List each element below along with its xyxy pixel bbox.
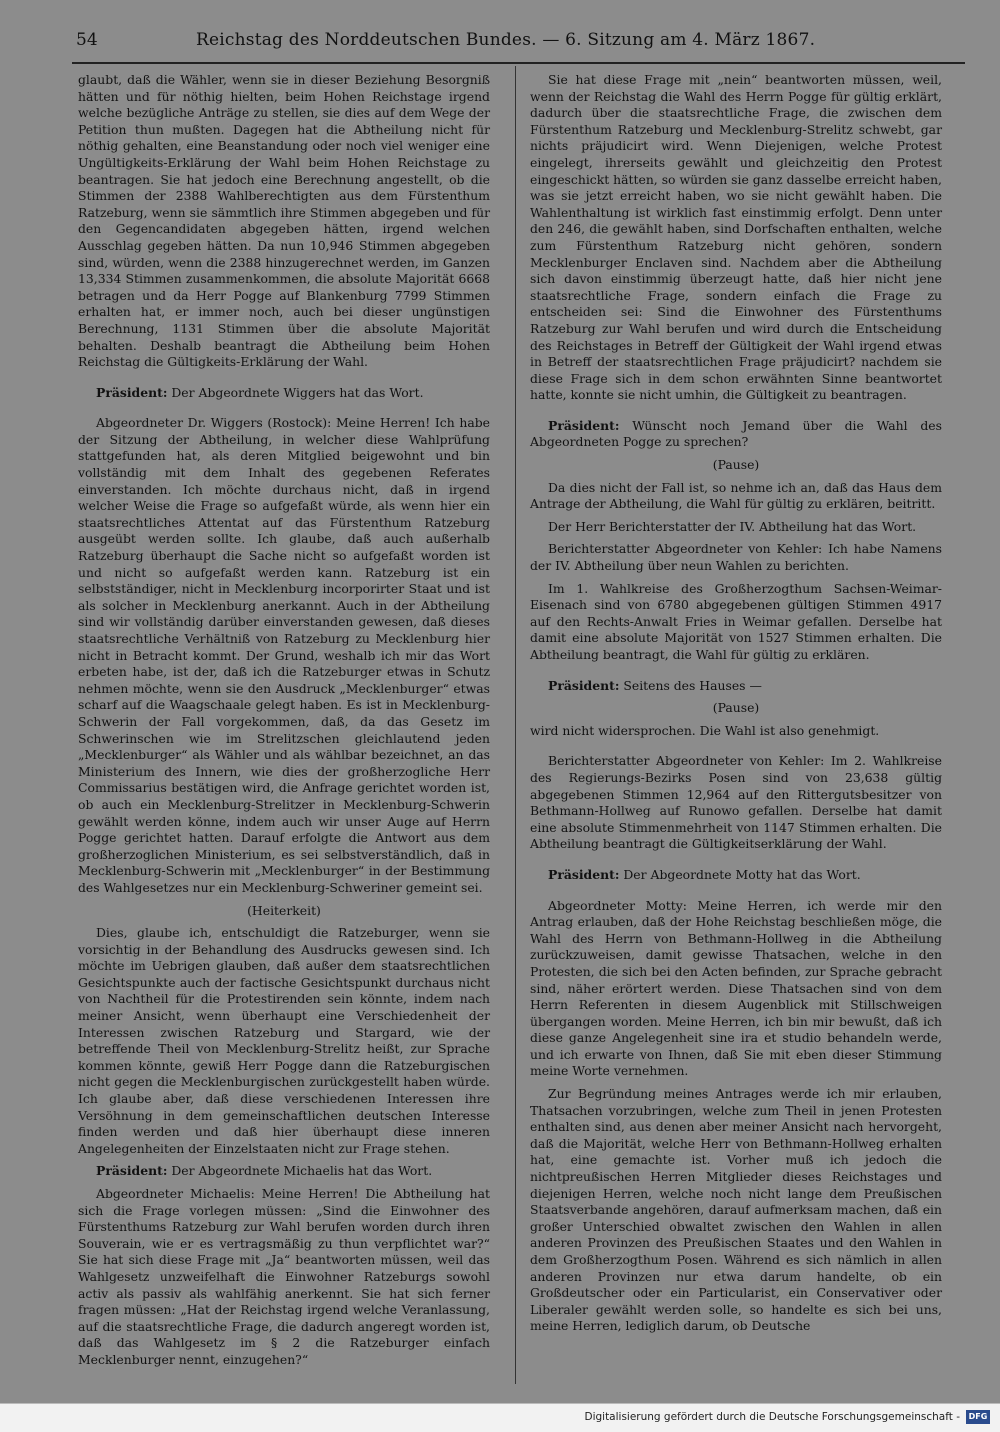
dfg-logo: DFG [966, 1410, 990, 1424]
paragraph-text: Da dies nicht der Fall ist, so nehme ich an, daß das Haus dem Antrage der Abtheilung, die Wahl für gültig zu erklären, beitritt. [530, 479, 942, 512]
paragraph [530, 480, 942, 513]
paragraph [530, 581, 942, 664]
page-number: 54 [76, 30, 98, 50]
running-title: Reichstag des Norddeutschen Bundes. — 6. Sitzung am 4. März 1867. [196, 30, 816, 50]
paragraph [78, 1186, 490, 1369]
paragraph [78, 385, 490, 402]
paragraph-text: (Pause) [712, 700, 760, 716]
paragraph [530, 457, 942, 474]
paragraph-text: Der Abgeordnete Motty hat das Wort. [623, 866, 861, 882]
paragraph [530, 418, 942, 451]
paragraph-text: Zur Begründung meines Antrages werde ich mir erlauben, Thatsachen vorzubringen, welche zum Theil in jenen Protesten enthalten sind, aus denen aber meiner Ansicht nach hervorgeht, daß die Majorität, welche Herr von Bethmann-Hollweg erhalten hat, eine gemachte ist. Vorher muß ich jedoch die nichtpreußischen Herren Mitglieder dieses Reichstages und diejenigen Herren, welche noch nicht lange dem Preußischen Staatsverbande angehören, darauf aufmerksam machen, daß ein großer Unterschied obwaltet zwischen den Wahlen in allen anderen Provinzen des Preußischen Staates und den Wahlen in dem Großherzogthum Posen. Während es sich nämlich in allen anderen Provinzen nur etwa darum handelte, ob ein Großdeutscher oder ein Particularist, ein Conservativer oder Liberaler gewählt werden solle, so handelte es sich bei uns, meine Herren, lediglich darum, ob Deutsche [530, 1086, 942, 1334]
paragraph-text: wird nicht widersprochen. Die Wahl ist also genehmigt. [530, 722, 880, 738]
funding-notice: Digitalisierung gefördert durch die Deutsche Forschungsgemeinschaft - [584, 1411, 960, 1423]
paragraph [530, 541, 942, 574]
paragraph [530, 519, 942, 536]
paragraph-text: Sie hat diese Frage mit „nein“ beantworten müssen, weil, wenn der Reichstag die Wahl des Herrn Pogge für gültig erklärt, dadurch über die staatsrechtliche Frage, die zwischen dem Fürstenthum Ratzeburg und Mecklenburg-Strelitz schwebt, gar nichts präjudicirt wird. Wenn Diejenigen, welche Protest eingelegt, ihrerseits gewählt und gleichzeitig den Protest eingeschickt hätten, so würden sie ganz dasselbe erreicht haben, was sie jetzt erreicht haben, wo sie nicht gewählt haben. Die Wahlenthaltung ist wirklich fast einstimmig erfolgt. Denn unter den 246, die gewählt haben, sind Dorfschaften enthalten, welche zum Fürstenthum Ratzeburg nicht gehören, sondern Mecklenburger Enclaven sind. Nachdem aber die Abtheilung sich davon einstimmig überzeugt hatte, daß hier nicht jene staatsrechtliche Frage, sondern einfach die Frage zu entscheiden sei: Sind die Einwohner des Fürstenthums Ratzeburg zur Wahl berufen und wird durch die Entscheidung des Reichstages in Betreff der Gültigkeit der Wahl irgend etwas in Betreff der staatsrechtlichen Frage präjudicirt? nachdem sie diese Frage sich in dem schon erwähnten Sinne beantwortet hatte, konnte sie nicht umhin, die Gültigkeit zu beantragen. [530, 72, 942, 403]
paragraph [530, 72, 942, 404]
speaker-label: Präsident: [96, 384, 168, 400]
paragraph [78, 1163, 490, 1180]
paragraph-text: Dies, glaube ich, entschuldigt die Ratzeburger, wenn sie vorsichtig in der Behandlung des Ausdrucks gewesen sind. Ich möchte im Uebrigen glauben, daß außer dem staatsrechtlichen Gesichtspunkte auch der factische Gesichtspunkt durchaus nicht von Nachtheil für die Protestirenden sein könnte, indem nach meiner Ansicht, wenn überhaupt eine Verschiedenheit der Interessen zwischen Ratzeburg und Stargard, wie der betreffende Theil von Mecklenburg-Strelitz heißt, zur Sprache kommen könnte, gewiß Herr Pogge dann die Ratzeburgischen nicht gegen die Mecklenburgischen zurückgestellt haben würde. Ich glaube aber, daß diese verschiedenen Interessen ihre Versöhnung in dem gemeinschaftlichen deutschen Interesse finden werden und daß hier überhaupt diese inneren Angelegenheiten der Einzelstaaten nicht zur Frage stehen. [78, 925, 490, 1156]
paragraph [530, 700, 942, 717]
paragraph-text: Abgeordneter Motty: Meine Herren, ich werde mir den Antrag erlauben, daß der Hohe Reichstag beschließen möge, die Wahl des Herrn von Bethmann-Hollweg in die Abtheilung zurückzuweisen, damit gewisse Thatsachen, welche in den Protesten, die sich bei den Acten befinden, zur Sprache gebracht sind, näher erörtert werden. Diese Thatsachen sind von dem Herrn Referenten in diesem Augenblick mit Stillschweigen übergangen worden. Meine Herren, ich bin mir bewußt, daß ich diese ganze Angelegenheit sine ira et studio behandeln werde, und ich erwarte von Ihnen, daß Sie mit eben dieser Stimmung meine Worte vernehmen. [530, 897, 942, 1079]
page-header [70, 30, 965, 54]
paragraph-text: Abgeordneter Dr. Wiggers (Rostock): Meine Herren! Ich habe der Sitzung der Abtheilung, in welcher diese Wahlprüfung stattgefunden hat, als deren Mitglied beigewohnt und bin vollständig mit dem Inhalt des gegebenen Referates einverstanden. Ich möchte durchaus nicht, daß in irgend welcher Weise die Frage so aufgefaßt würde, als wenn hier ein staatsrechtliches Attentat auf das Fürstenthum Ratzeburg ausgeübt werden sollte. Ich glaube, daß auch außerhalb Ratzeburg überhaupt die Sache nicht so aufgefaßt worden ist und nicht so aufgefaßt werden kann. Ratzeburg ist ein selbstständiger, nicht in Mecklenburg incorporirter Staat und ist als solcher in Mecklenburg anerkannt. Auch in der Abtheilung sind wir vollständig darüber einverstanden gewesen, daß dieses staatsrechtliche Verhältniß von Ratzeburg zu Mecklenburg hier nicht in Betracht kommt. Der Grund, weshalb ich mir das Wort erbeten habe, ist der, daß ich die Ratzeburger etwas in Schutz nehmen möchte, wenn sie den Ausdruck „Mecklenburger“ etwas scharf auf die Waagschaale gelegt haben. Es ist in Mecklenburg-Schwerin der Fall vorgekommen, daß, da das Gesetz im Schwerinschen wie im Strelitzschen gleichlautend jeden „Mecklenburger“ als Wähler und als wählbar bezeichnet, an das Ministerium des Innern, wie dies der großherzogliche Herr Commissarius bestätigen wird, die Anfrage gerichtet worden ist, ob auch ein Mecklenburg-Strelitzer in Mecklenburg-Schwerin gewählt werden könne, indem auch wir unser Auge auf Herrn Pogge gerichtet hatten. Darauf erfolgte die Antwort aus dem großherzoglichen Ministerium, es sei selbstverständlich, daß in Mecklenburg-Schwerin mit „Mecklenburger“ in der Bestimmung des Wahlgesetzes nur ein Mecklenburg-Schweriner gemeint sei. [78, 415, 490, 895]
paragraph-text: Im 1. Wahlkreise des Großherzogthum Sachsen-Weimar-Eisenach sind von 6780 abgegebenen gültigen Stimmen 4917 auf den Rechts-Anwalt Fries in Weimar gefallen. Derselbe hat damit eine absolute Majorität von 1527 Stimmen erhalten. Die Abtheilung beantragt, die Wahl für gültig zu erklären. [530, 580, 942, 662]
paragraph [530, 1086, 942, 1335]
paragraph-text: glaubt, daß die Wähler, wenn sie in dieser Beziehung Besorgniß hätten und für nöthig hielten, beim Hohen Reichstage irgend welche bezügliche Anträge zu stellen, sie dies auf dem Wege der Petition thun mußten. Dagegen hat die Abtheilung nicht für nöthig gehalten, eine Beanstandung oder noch viel weniger eine Ungültigkeits-Erklärung der Wahl beim Hohen Reichstage zu beantragen. Sie hat jedoch eine Berechnung angestellt, ob die Stimmen der 2388 Wahlberechtigten aus dem Fürstenthum Ratzeburg, wenn sie sämmtlich ihre Stimmen abgegeben und für den Gegencandidaten abgegeben hätten, irgend welchen Ausschlag gegeben hätten. Da nun 10,946 Stimmen abgegeben sind, würden, wenn die 2388 hinzugerechnet werden, im Ganzen 13,334 Stimmen zusammenkommen, die absolute Majorität 6668 betragen und da Herr Pogge auf Blankenburg 7799 Stimmen erhalten hat, er immer noch, auch bei dieser ungünstigen Berechnung, 1131 Stimmen über die absolute Majorität behalten. Deshalb beantragt die Abtheilung beim Hohen Reichstag die Gültigkeits-Erklärung der Wahl. [78, 72, 490, 370]
paragraph [78, 72, 490, 371]
paragraph [530, 723, 942, 740]
paragraph [78, 415, 490, 896]
paragraph [530, 753, 942, 853]
right-column [530, 72, 942, 1341]
speaker-label: Präsident: [96, 1163, 168, 1179]
paragraph [78, 903, 490, 920]
paragraph-text: Abgeordneter Michaelis: Meine Herren! Die Abtheilung hat sich die Frage vorlegen müssen: „Sind die Einwohner des Fürstenthums Ratzeburg zur Wahl berufen worden durch ihren Souverain, wie er es vertragsmäßig zu thun verpflichtet war?“ Sie hat sich diese Frage mit „Ja“ beantworten müssen, weil das Wahlgesetz unzweifelhaft die Einwohner Ratzeburgs sowohl activ als passiv als wahlfähig anerkennt. Sie hat sich ferner fragen müssen: „Hat der Reichstag irgend welche Veranlassung, auf die staatsrechtliche Frage, die dadurch angeregt worden ist, daß das Wahlgesetz im § 2 die Ratzeburger einfach Mecklenburger nennt, einzugehen?“ [78, 1186, 490, 1367]
footer-bar [0, 1403, 1000, 1432]
left-column [78, 72, 490, 1375]
paragraph-text: (Pause) [712, 457, 760, 473]
paragraph [530, 867, 942, 884]
paragraph-text: (Heiterkeit) [247, 902, 321, 918]
column-divider [515, 66, 516, 1384]
paragraph [78, 925, 490, 1157]
paragraph [530, 898, 942, 1081]
header-rule [72, 62, 965, 64]
speaker-label: Präsident: [548, 417, 620, 433]
paragraph-text: Der Abgeordnete Wiggers hat das Wort. [171, 384, 424, 400]
paragraph-text: Der Abgeordnete Michaelis hat das Wort. [171, 1163, 433, 1179]
paragraph-text: Berichterstatter Abgeordneter von Kehler: Ich habe Namens der IV. Abtheilung über neun Wahlen zu berichten. [530, 541, 942, 574]
paragraph-text: Seitens des Hauses — [623, 677, 762, 693]
paragraph [530, 678, 942, 695]
paragraph-text: Wünscht noch Jemand über die Wahl des Abgeordneten Pogge zu sprechen? [530, 417, 942, 450]
speaker-label: Präsident: [548, 677, 620, 693]
paragraph-text: Der Herr Berichterstatter der IV. Abtheilung hat das Wort. [548, 518, 917, 534]
paragraph-text: Berichterstatter Abgeordneter von Kehler: Im 2. Wahlkreise des Regierungs-Bezirks Posen sind von 23,638 gültig abgegebenen Stimmen 12,964 auf den Rittergutsbesitzer von Bethmann-Hollweg auf Runowo gefallen. Derselbe hat damit eine absolute Stimmenmehrheit von 1147 Stimmen erhalten. Die Abtheilung beantragt die Gültigkeitserklärung der Wahl. [530, 753, 942, 852]
speaker-label: Präsident: [548, 866, 620, 882]
